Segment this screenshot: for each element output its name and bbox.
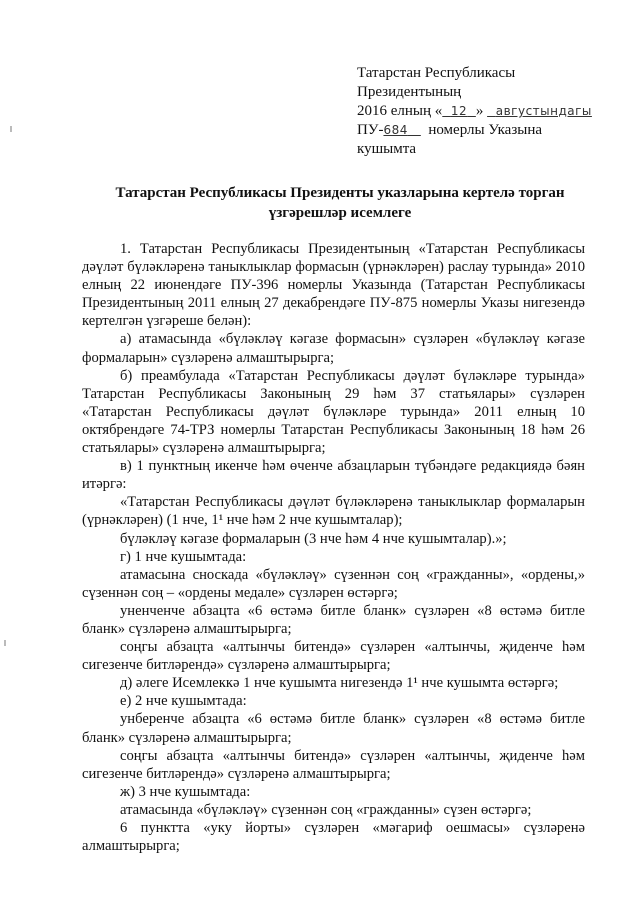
appendix-stamp	[357, 64, 617, 159]
paragraph-1e-last: соңгы абзацта «алтынчы битендә» сүзләрен «алтынчы, җиденче һәм сигезенче битләрендә» сүзләренә алмаштырырга;	[82, 747, 585, 782]
paragraph-quote-1: «Татарстан Республикасы дәүләт бүләкләренә таныклыклар формаларын (үрнәкләрен) (1 нче, 1¹ нче һәм 2 нче кушымталар);	[82, 494, 585, 529]
paragraph-1d: д) әлеге Исемлеккә 1 нче кушымта нигезендә 1¹ нче кушымта өстәргә;	[120, 675, 559, 692]
stamp-month: августындагы	[495, 104, 592, 118]
paragraph-1zh: ж) 3 нче кушымтада:	[120, 783, 251, 800]
paragraph-1zh-point6: 6 пунктта «уку йорты» сүзләрен «мәгариф оешмасы» сүзләренә алмаштырырга;	[82, 820, 585, 855]
document-body	[82, 240, 585, 855]
paragraph-1a: а) атамасында «бүләкләү кәгазе формасын» сүзләрен «бүләкләү кәгазе формаларын» сүзләренә алмаштырырга;	[82, 331, 585, 366]
paragraph-1g-title: атамасына сноскада «бүләкләү» сүзеннән соң «гражданны», «ордены,» сүзеннән соң – «ордены медале» сүзләрен өстәргә;	[82, 566, 585, 601]
paragraph-1g-tenth: уненченче абзацта «6 өстәмә битле бланк» сүзләрен «8 өстәмә битле бланк» сүзләренә алмаштырырга;	[82, 602, 585, 637]
paragraph-1g-last: соңгы абзацта «алтынчы битендә» сүзләрен «алтынчы, җиденче һәм сигезенче битләрендә» сүзләренә алмаштырырга;	[82, 639, 585, 674]
stamp-year-prefix: 2016 елның «	[357, 103, 443, 119]
stamp-day: 12	[450, 104, 468, 118]
stamp-pu-prefix: ПУ-	[357, 122, 384, 138]
scan-margin-mark	[10, 126, 12, 132]
stamp-number-line	[357, 121, 617, 140]
paragraph-1g: г) 1 нче кушымтада:	[120, 548, 247, 565]
document-title	[60, 183, 620, 223]
paragraph-1b: б) преамбулада «Татарстан Республикасы дәүләт бүләкләре турында» Татарстан Республикасы Законының 29 һәм 37 статьялары» сүзләрен «Татарстан Республикасы дәүләт бүләкләре турында» 2011 елның 10 октябрендәге 74-ТРЗ номерлы Татарстан Республикасы Законының 18 һәм 26 статьялары» сүзләренә алмаштырырга;	[82, 367, 585, 457]
title-line-2: үзгәрешләр исемлеге	[268, 205, 412, 221]
paragraph-1v: в) 1 пунктның икенче һәм өченче абзацларын түбәндәге редакциядә бәян итәргә:	[82, 458, 585, 493]
stamp-day-close: »	[475, 103, 484, 119]
stamp-pu-suffix: номерлы Указына	[428, 122, 543, 138]
stamp-line-5: кушымта	[357, 141, 417, 157]
paragraph-1e-eleventh: унберенче абзацта «6 өстәмә битле бланк» сүзләрен «8 өстәмә битле бланк» сүзләренә алмаштырырга;	[82, 711, 585, 746]
scan-margin-mark	[4, 640, 6, 646]
paragraph-1zh-title: атамасында «бүләкләү» сүзеннән соң «гражданны» сүзен өстәргә;	[120, 801, 532, 818]
stamp-pu-number: 684	[383, 123, 408, 137]
stamp-date-line	[357, 102, 617, 121]
paragraph-1: 1. Татарстан Республикасы Президентының «Татарстан Республикасы дәүләт бүләкләренә таныклыклар формасын (үрнәкләрен) раслау турында» 2010 елның 22 июнендәге ПУ-396 номерлы Указында (Татарстан Республикасы Президентының 2011 елның 27 декабрендәге ПУ-875 номерлы Указы нигезендә кертелгән үзгәреше белән):	[82, 241, 585, 330]
paragraph-1e: е) 2 нче кушымтада:	[120, 693, 247, 710]
title-line-1: Татарстан Республикасы Президенты указларына кертелә торган	[115, 185, 565, 201]
stamp-line-1: Татарстан Республикасы	[357, 65, 516, 81]
stamp-line-2: Президентының	[357, 84, 462, 100]
paragraph-quote-2: бүләкләү кәгазе формаларын (3 нче һәм 4 нче кушымталар).»;	[120, 530, 507, 547]
